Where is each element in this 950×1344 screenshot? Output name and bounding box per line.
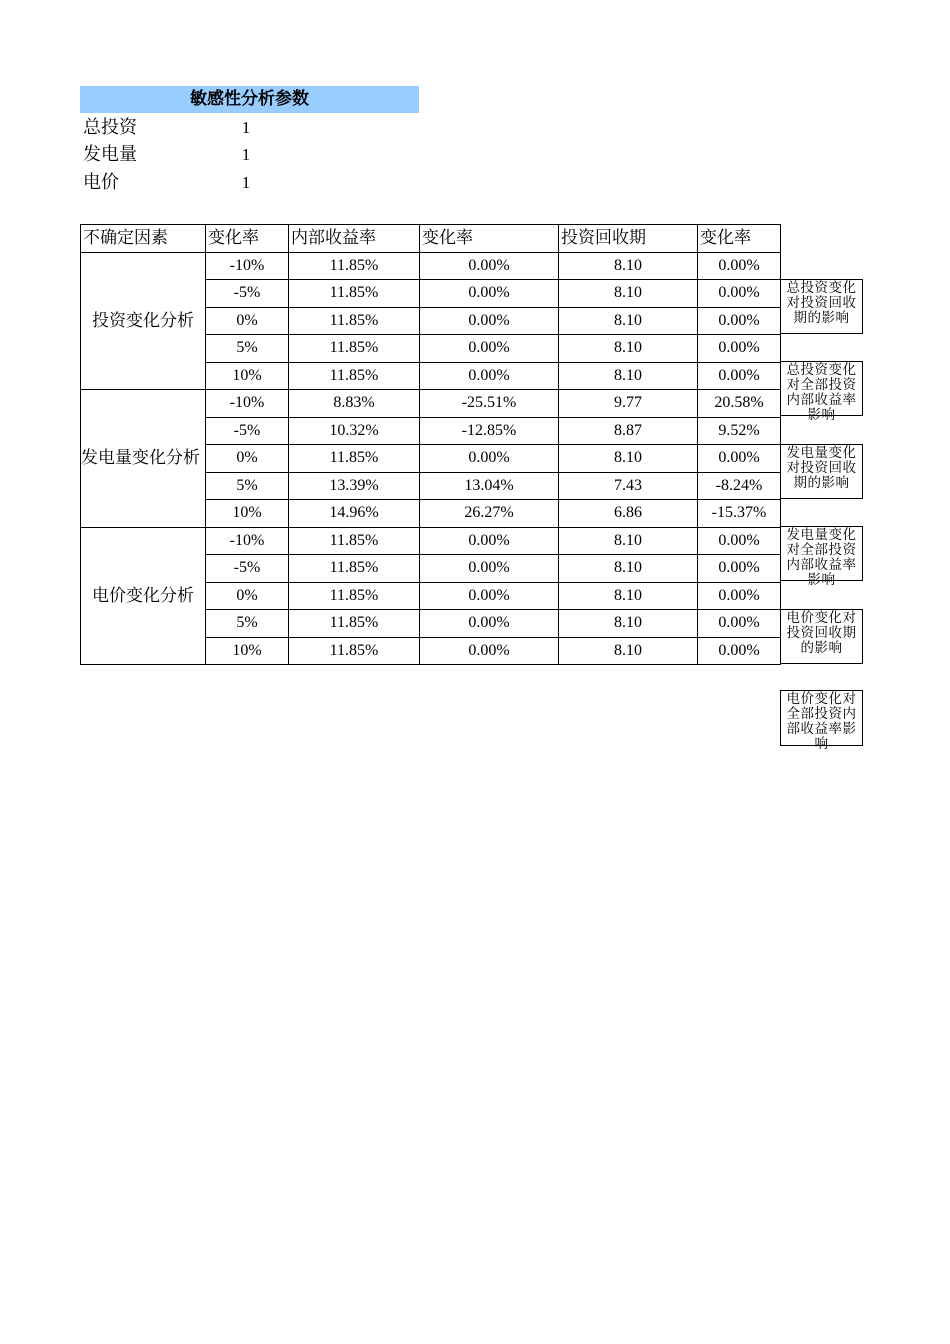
- cell-change: 10%: [206, 500, 289, 528]
- cell-change: -5%: [206, 555, 289, 583]
- cell-irr-change: 0.00%: [420, 252, 559, 280]
- cell-irr-change: 0.00%: [420, 582, 559, 610]
- header-irr-change: 变化率: [420, 225, 559, 253]
- sensitivity-table: [80, 224, 781, 665]
- header-payback-change: 变化率: [698, 225, 781, 253]
- cell-payback-change: 9.52%: [698, 417, 781, 445]
- table-row: [81, 390, 781, 418]
- cell-irr: 11.85%: [289, 555, 420, 583]
- cell-payback-change: 0.00%: [698, 445, 781, 473]
- cell-payback-change: 0.00%: [698, 307, 781, 335]
- cell-irr: 11.85%: [289, 445, 420, 473]
- cell-irr: 11.85%: [289, 252, 420, 280]
- group-label-price: 电价变化分析: [81, 527, 206, 665]
- cell-payback: 6.86: [559, 500, 698, 528]
- param-label-total-investment: 总投资: [83, 117, 137, 138]
- cell-change: 5%: [206, 335, 289, 363]
- cell-payback-change: 0.00%: [698, 555, 781, 583]
- cell-payback-change: 20.58%: [698, 390, 781, 418]
- cell-irr: 8.83%: [289, 390, 420, 418]
- cell-payback-change: 0.00%: [698, 335, 781, 363]
- cell-irr-change: -12.85%: [420, 417, 559, 445]
- cell-irr-change: 0.00%: [420, 280, 559, 308]
- cell-payback: 8.87: [559, 417, 698, 445]
- cell-change: -10%: [206, 527, 289, 555]
- cell-payback-change: -15.37%: [698, 500, 781, 528]
- cell-irr-change: 0.00%: [420, 335, 559, 363]
- cell-irr: 10.32%: [289, 417, 420, 445]
- group-label-generation: 发电量变化分析: [81, 390, 206, 528]
- cell-payback: 8.10: [559, 335, 698, 363]
- cell-change: -5%: [206, 280, 289, 308]
- cell-irr-change: 26.27%: [420, 500, 559, 528]
- param-label-price: 电价: [83, 172, 119, 193]
- cell-irr: 14.96%: [289, 500, 420, 528]
- generation-irr-chart-button[interactable]: 发电量变化对全部投资内部收益率影响: [780, 526, 863, 581]
- cell-irr: 11.85%: [289, 582, 420, 610]
- group-label-investment: 投资变化分析: [81, 252, 206, 390]
- cell-payback-change: -8.24%: [698, 472, 781, 500]
- price-irr-chart-button[interactable]: 电价变化对全部投资内部收益率影响: [780, 690, 863, 746]
- cell-change: 5%: [206, 610, 289, 638]
- cell-change: -10%: [206, 390, 289, 418]
- cell-change: -5%: [206, 417, 289, 445]
- cell-change: 5%: [206, 472, 289, 500]
- cell-payback: 8.10: [559, 362, 698, 390]
- header-irr: 内部收益率: [289, 225, 420, 253]
- cell-payback: 8.10: [559, 637, 698, 665]
- cell-irr: 11.85%: [289, 637, 420, 665]
- cell-irr-change: 0.00%: [420, 527, 559, 555]
- cell-irr: 11.85%: [289, 280, 420, 308]
- cell-payback-change: 0.00%: [698, 280, 781, 308]
- cell-payback: 8.10: [559, 527, 698, 555]
- header-payback: 投资回收期: [559, 225, 698, 253]
- cell-payback: 8.10: [559, 445, 698, 473]
- cell-payback-change: 0.00%: [698, 362, 781, 390]
- cell-payback-change: 0.00%: [698, 582, 781, 610]
- cell-payback: 8.10: [559, 252, 698, 280]
- cell-change: -10%: [206, 252, 289, 280]
- table-row: [81, 527, 781, 555]
- cell-irr-change: 0.00%: [420, 610, 559, 638]
- table-row: [81, 252, 781, 280]
- table-header-row: [81, 225, 781, 253]
- cell-payback: 8.10: [559, 610, 698, 638]
- cell-payback-change: 0.00%: [698, 637, 781, 665]
- cell-irr: 11.85%: [289, 307, 420, 335]
- cell-irr: 13.39%: [289, 472, 420, 500]
- cell-change: 10%: [206, 362, 289, 390]
- cell-change: 0%: [206, 582, 289, 610]
- cell-payback: 7.43: [559, 472, 698, 500]
- cell-change: 0%: [206, 307, 289, 335]
- header-factor: 不确定因素: [81, 225, 206, 253]
- cell-payback-change: 0.00%: [698, 610, 781, 638]
- param-value-total-investment[interactable]: 1: [241, 118, 251, 137]
- cell-payback: 8.10: [559, 280, 698, 308]
- cell-payback: 8.10: [559, 582, 698, 610]
- param-value-generation[interactable]: 1: [241, 145, 251, 164]
- cell-irr-change: 0.00%: [420, 637, 559, 665]
- investment-payback-chart-button[interactable]: 总投资变化对投资回收期的影响: [780, 279, 863, 334]
- cell-irr: 11.85%: [289, 610, 420, 638]
- cell-payback: 9.77: [559, 390, 698, 418]
- cell-irr: 11.85%: [289, 527, 420, 555]
- params-title: 敏感性分析参数: [80, 86, 419, 113]
- cell-irr: 11.85%: [289, 362, 420, 390]
- cell-change: 0%: [206, 445, 289, 473]
- cell-irr: 11.85%: [289, 335, 420, 363]
- price-payback-chart-button[interactable]: 电价变化对投资回收期的影响: [780, 609, 863, 664]
- header-change-rate: 变化率: [206, 225, 289, 253]
- investment-irr-chart-button[interactable]: 总投资变化对全部投资内部收益率影响: [780, 361, 863, 416]
- cell-change: 10%: [206, 637, 289, 665]
- generation-payback-chart-button[interactable]: 发电量变化对投资回收期的影响: [780, 444, 863, 499]
- cell-irr-change: 13.04%: [420, 472, 559, 500]
- cell-irr-change: 0.00%: [420, 307, 559, 335]
- cell-payback: 8.10: [559, 307, 698, 335]
- cell-irr-change: -25.51%: [420, 390, 559, 418]
- param-label-generation: 发电量: [83, 144, 137, 165]
- cell-payback: 8.10: [559, 555, 698, 583]
- cell-irr-change: 0.00%: [420, 555, 559, 583]
- cell-payback-change: 0.00%: [698, 252, 781, 280]
- cell-irr-change: 0.00%: [420, 362, 559, 390]
- cell-irr-change: 0.00%: [420, 445, 559, 473]
- param-value-price[interactable]: 1: [241, 173, 251, 192]
- cell-payback-change: 0.00%: [698, 527, 781, 555]
